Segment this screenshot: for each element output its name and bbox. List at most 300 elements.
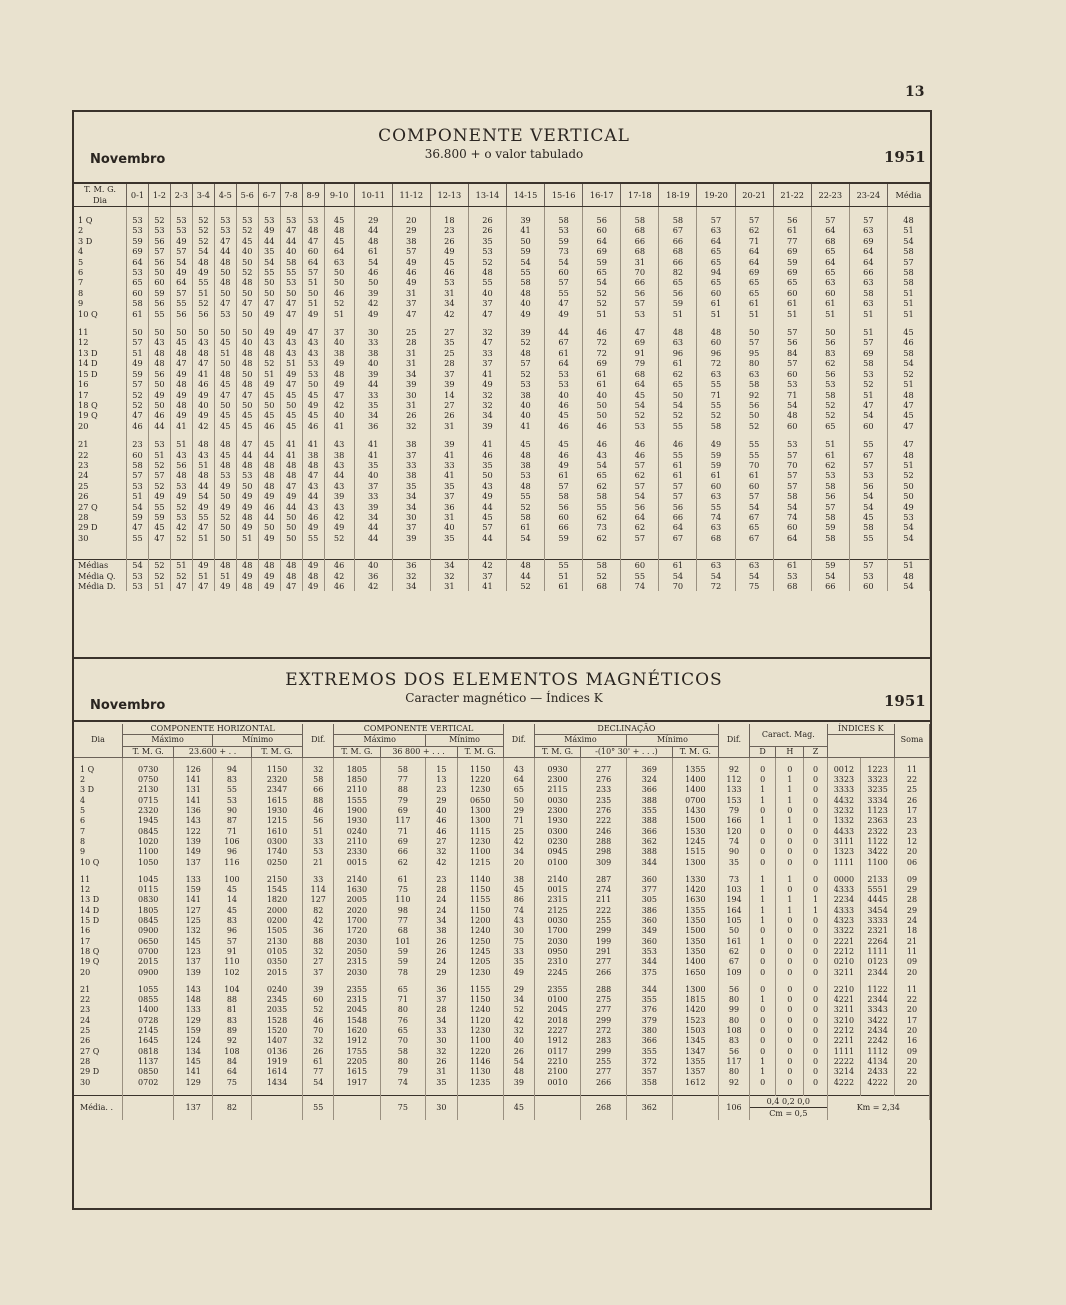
cell-value: 355 [626,1047,672,1057]
cell-value: 0123 [861,957,895,967]
cell-value: 0950 [534,947,580,957]
cell-value: 44 [280,502,302,512]
cell-value: 26 [426,1057,457,1067]
cell-value: 1434 [251,1078,302,1088]
cell-value: 69 [380,837,426,847]
cell-value: 0 [804,775,827,785]
cell-value: 55 [507,491,545,501]
cell-value: 39 [468,421,506,431]
cell-value: 2315 [334,957,380,967]
cell-value: 50 [503,796,534,806]
cell-value: 112 [719,775,750,785]
cell-value: 74 [773,512,811,522]
cell-value: 0 [804,1067,827,1077]
cell-value: 0300 [534,827,580,837]
spacer-cell [887,207,929,216]
cell-value: 46 [324,581,354,591]
cell-value: 80 [719,995,750,1005]
cell-value: 54 [354,257,392,267]
cell-value: 149 [174,847,213,857]
cell-value: 69 [849,236,887,246]
cell-value: 58 [545,491,583,501]
cell-value: 2320 [251,775,302,785]
spacer-cell [534,868,580,875]
cell-value: 1355 [672,906,718,916]
spacer-cell [887,551,929,560]
cell-value: 49 [214,481,236,491]
cell-value: 54 [773,400,811,410]
spacer-cell [354,431,392,439]
table-row [74,236,930,246]
cell-value: 32 [392,571,430,581]
spacer-cell [148,543,170,551]
cell-value: 13 [426,775,457,785]
cell-value: 53 [507,379,545,389]
cell-value: 2015 [123,957,174,967]
cell-value: 66 [659,236,697,246]
cell-value: 34 [392,502,430,512]
cell-value: 63 [735,369,773,379]
cell-value: 58 [849,288,887,298]
cell-value: 49 [170,267,192,277]
spacer-cell [324,207,354,216]
cell-value: 1357 [672,1067,718,1077]
cell-value: 49 [545,309,583,319]
cell-value: 0 [776,1057,804,1067]
spacer-cell [430,319,468,327]
cell-value: 148 [174,995,213,1005]
cell-value: 1700 [334,916,380,926]
cell-value: 366 [626,785,672,795]
table-row [74,1005,930,1015]
cell-value: 86 [503,895,534,905]
cell-value: 57 [811,502,849,512]
cell-value: 277 [581,765,627,775]
cell-value: 65 [697,246,735,256]
cell-value: 12 [895,837,930,847]
cell-value: 64 [583,236,621,246]
cell-value: 49 [302,522,324,532]
cell-value: 54 [811,571,849,581]
cell-value: 1917 [334,1078,380,1088]
cell-value: 1245 [672,837,718,847]
cell-value: 277 [581,1005,627,1015]
hour-header: 16-17 [583,184,621,207]
cell-value: 67 [849,450,887,460]
cell-value: 0 [804,947,827,957]
cell-value: 137 [174,858,213,868]
cell-value: 49 [192,390,214,400]
cell-value: 74 [719,837,750,847]
cell-value: 65 [697,277,735,287]
spacer-cell [430,551,468,560]
cell-value: 39 [430,379,468,389]
spacer-cell [392,431,430,439]
hour-header: 2-3 [170,184,192,207]
spacer-cell [170,551,192,560]
cell-value: 48 [192,348,214,358]
col-d-base: -(10° 30' + . . .) [581,746,673,757]
cell-value: 33 [392,460,430,470]
cell-value: 45 [214,421,236,431]
spacer-cell [174,757,213,765]
cell-value: 58 [849,358,887,368]
cell-value: 55 [697,502,735,512]
cell-value: 92 [719,1078,750,1088]
col-d: D [750,746,776,757]
cell-value: 49 [468,379,506,389]
spacer-cell [861,757,895,765]
cell-value: 274 [581,885,627,895]
cell-value: 41 [280,439,302,449]
cell-value: 114 [303,885,334,895]
cell-value: 40 [430,522,468,532]
cell-value: 53 [127,571,149,581]
cell-value: 0 [750,827,776,837]
cell-value: 50 [324,277,354,287]
cell-value: 52 [507,502,545,512]
cell-value: 61 [773,560,811,571]
cell-value: 50 [719,926,750,936]
cell-value: 360 [626,875,672,885]
hour-header: 12-13 [430,184,468,207]
cell-value: 45 [887,327,929,337]
col-declinacao: DECLINAÇÃO [534,724,718,735]
cell-value: 79 [621,358,659,368]
cell-value: 134 [174,1047,213,1057]
cell-value: 50 [258,400,280,410]
cell-value: 34 [392,581,430,591]
cell-value: 0 [750,947,776,957]
cell-value: 52 [127,400,149,410]
cell-value: 57 [507,358,545,368]
section2-month: Novembro [90,698,166,713]
cell-value: 2300 [534,775,580,785]
cell-value: 2234 [827,895,861,905]
cell-value: 45 [324,215,354,225]
cell-value: 108 [213,1047,252,1057]
hour-header: 22-23 [811,184,849,207]
table-row [74,875,930,885]
cell-value: 50 [735,327,773,337]
spacer-cell [581,978,627,985]
cell-value: 2130 [123,785,174,795]
cell-value: 51 [887,460,929,470]
cell-value: 50 [236,400,258,410]
cell-value: 59 [127,512,149,522]
cell-value: 59 [380,957,426,967]
cell-value: 2211 [827,1036,861,1046]
cell-value: 40 [354,358,392,368]
cell-value: 58 [303,775,334,785]
row-label: 14 D [74,358,127,368]
cell-value: 52 [324,298,354,308]
row-label: 17 [74,390,127,400]
cell-value: 0 [776,1026,804,1036]
cell-value: 40 [426,806,457,816]
cell-value: 51 [773,309,811,319]
cell-value: 64 [324,246,354,256]
cell-value: 49 [170,390,192,400]
cell-value: 59 [811,522,849,532]
cell-value: 33 [426,1026,457,1036]
cell-value: 1146 [457,1057,503,1067]
cell-value: 44 [192,481,214,491]
cell-value: 3333 [827,785,861,795]
cell-value: 63 [849,225,887,235]
spacer-cell [457,1088,503,1096]
cell-value: 117 [719,1057,750,1067]
table-row [74,785,930,795]
cell-value: 24 [426,895,457,905]
spacer-cell [380,1088,426,1096]
cell-value: 0700 [672,796,718,806]
cell-value: 1 [750,1057,776,1067]
cell-value: 57 [170,288,192,298]
col-comp-vertical: COMPONENTE VERTICAL [334,724,504,735]
media-d-dif: 106 [719,1095,750,1120]
cell-value: 53 [280,277,302,287]
cell-value: 54 [887,236,929,246]
cell-value: 1100 [861,858,895,868]
table-row [74,215,930,225]
cell-value: 377 [626,885,672,895]
cell-value: 0 [804,765,827,775]
cell-value: 52 [324,533,354,543]
cell-value: 49 [468,491,506,501]
spacer-row [74,1088,930,1096]
cell-value: 57 [545,481,583,491]
cell-value: 53 [302,358,324,368]
cell-value: 48 [324,225,354,235]
cell-value: 324 [626,775,672,785]
cell-value: 70 [735,460,773,470]
table-row [74,765,930,775]
spacer-cell [773,319,811,327]
cell-value: 38 [507,390,545,400]
cell-value: 34 [430,298,468,308]
cell-value: 1 [776,816,804,826]
cell-value: 0350 [251,957,302,967]
cell-value: 1230 [457,785,503,795]
cell-value: 35 [430,481,468,491]
cell-value: 233 [581,785,627,795]
cell-value: 77 [380,775,426,785]
cell-value: 35 [258,246,280,256]
cell-value: 2434 [861,1026,895,1036]
cell-value: 52 [170,502,192,512]
cell-value: 64 [621,512,659,522]
cell-value: 47 [258,298,280,308]
cell-value: 1112 [861,1047,895,1057]
hour-header: 11-12 [392,184,430,207]
cell-value: 1122 [861,985,895,995]
cell-value: 75 [380,885,426,895]
cell-value: 36 [392,560,430,571]
cell-value: 0 [804,837,827,847]
cell-value: 133 [174,1005,213,1015]
cell-value: 65 [735,288,773,298]
cell-value: 0 [776,1067,804,1077]
cell-value: 48 [236,512,258,522]
spacer-cell [426,978,457,985]
cell-value: 49 [392,277,430,287]
cell-value: 49 [302,581,324,591]
spacer-cell [719,978,750,985]
spacer-cell [214,207,236,216]
cell-value: 57 [148,470,170,480]
cell-value: 49 [258,225,280,235]
cell-value: 36 [354,571,392,581]
cell-value: 1215 [251,816,302,826]
spacer-cell [621,207,659,216]
spacer-cell [811,431,849,439]
cell-value: 131 [174,785,213,795]
cell-value: 92 [719,765,750,775]
cell-value: 56 [659,502,697,512]
cell-value: 1912 [534,1036,580,1046]
cell-value: 39 [354,288,392,298]
cell-value: 50 [302,288,324,298]
cell-value: 61 [659,560,697,571]
cell-value: 2115 [534,785,580,795]
row-label: 16 [74,379,127,389]
cell-value: 47 [192,522,214,532]
cell-value: 1300 [457,806,503,816]
cell-value: 1 [750,906,776,916]
cell-value: 50 [280,522,302,532]
spacer-cell [503,868,534,875]
cell-value: 62 [621,522,659,532]
spacer-cell [750,868,776,875]
cell-value: 52 [621,410,659,420]
cell-value: 50 [811,327,849,337]
cell-value: 0730 [123,765,174,775]
cell-value: 45 [280,410,302,420]
spacer-cell [811,207,849,216]
cell-value: 54 [507,533,545,543]
table-row [74,410,930,420]
spacer-cell [887,319,929,327]
table-row [74,348,930,358]
cell-value: 48 [170,400,192,410]
cell-value: 0012 [827,765,861,775]
cell-value: 40 [468,288,506,298]
spacer-cell [468,543,506,551]
cell-value: 37 [468,298,506,308]
spacer-cell [849,431,887,439]
media-v-min: 30 [426,1095,457,1120]
cell-value: 1150 [251,765,302,775]
cell-value: 31 [392,400,430,410]
spacer-row [74,868,930,875]
cell-value: 48 [236,560,258,571]
cell-value: 100 [213,875,252,885]
table-row [74,337,930,347]
cell-value: 126 [174,765,213,775]
cell-value: 355 [626,995,672,1005]
cell-value: 53 [811,379,849,389]
cell-value: 48 [773,410,811,420]
spacer-cell [735,431,773,439]
cell-value: 0 [804,926,827,936]
row-label: 27 Q [74,502,127,512]
spacer-cell [213,1088,252,1096]
cell-value: 54 [303,1078,334,1088]
cell-value: 46 [545,400,583,410]
cell-value: 35 [719,858,750,868]
cell-value: 1945 [123,816,174,826]
cell-value: 26 [430,236,468,246]
cell-value: 36 [354,421,392,431]
cell-value: 49 [192,267,214,277]
cell-value: 42 [324,400,354,410]
row-label: 30 [74,1078,123,1088]
cell-value: 1407 [251,1036,302,1046]
cell-value: 255 [581,916,627,926]
row-label: 10 Q [74,309,127,319]
cell-value: 2205 [334,1057,380,1067]
cell-value: 132 [174,926,213,936]
cell-value: 58 [887,267,929,277]
cell-value: 43 [324,460,354,470]
cell-value: 1610 [251,827,302,837]
cell-value: 44 [258,512,280,522]
spacer-cell [426,1088,457,1096]
row-label: 24 [74,1016,123,1026]
cell-value: 51 [735,309,773,319]
cell-value: 43 [302,481,324,491]
cell-value: 83 [213,1016,252,1026]
cell-value: 56 [773,337,811,347]
cell-value: 55 [468,277,506,287]
cell-value: 48 [214,460,236,470]
spacer-cell [672,868,718,875]
spacer-cell [804,978,827,985]
cell-value: 255 [581,1057,627,1067]
cell-value: 275 [581,995,627,1005]
media-d-min: 362 [626,1095,672,1120]
cell-value: 39 [354,369,392,379]
spacer-cell [697,551,735,560]
cell-value: 28 [426,885,457,895]
spacer-row [74,757,930,765]
cell-value: 36 [426,985,457,995]
cell-value: 0 [776,827,804,837]
cell-value: 55 [735,439,773,449]
hour-header: 0-1 [127,184,149,207]
cell-value: 35 [354,460,392,470]
cell-value: 21 [303,858,334,868]
cell-value: 0855 [123,995,174,1005]
cell-value: 0 [750,806,776,816]
spacer-cell [174,868,213,875]
col-d-dif: Dif. [719,724,750,757]
cell-value: 44 [280,236,302,246]
table-row [74,985,930,995]
cell-value: 1205 [457,957,503,967]
cell-value: 61 [659,358,697,368]
cell-value: 52 [583,298,621,308]
table-row [74,421,930,431]
cell-value: 40 [507,298,545,308]
cell-value: 0 [750,985,776,995]
cell-value: 1111 [861,947,895,957]
cell-value: 64 [659,522,697,532]
cell-value: 21 [895,937,930,947]
cell-value: 58 [380,765,426,775]
cell-value: 41 [192,369,214,379]
